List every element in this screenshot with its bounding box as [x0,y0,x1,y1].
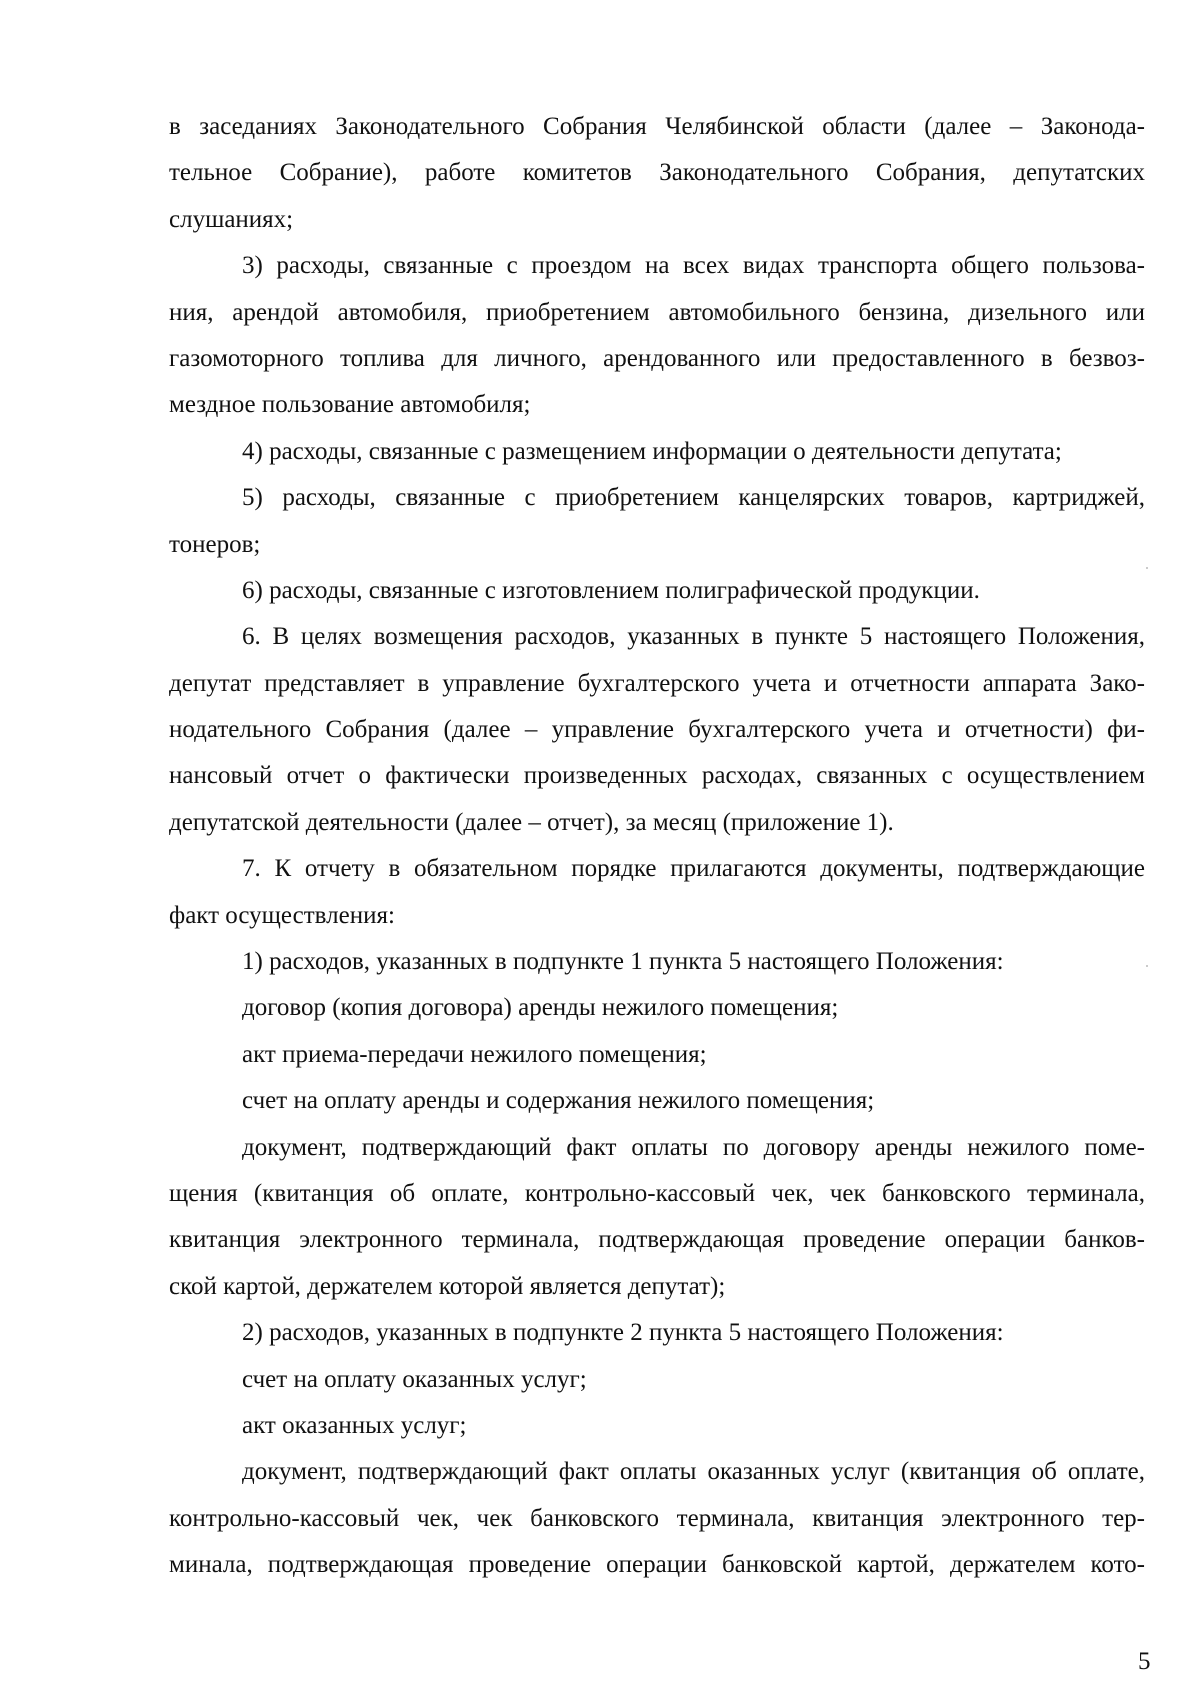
text-line: 3) расходы, связанные с проездом на всех видах транспорта общего пользова- [242,252,1145,280]
text-line: 4) расходы, связанные с размещением информации о деятельности депутата; [242,437,1062,465]
text-line: газомоторного топлива для личного, арендованного или предоставленного в безвоз- [169,344,1145,372]
text-line: 6. В целях возмещения расходов, указанных в пункте 5 настоящего Положения, [242,623,1145,651]
text-line: депутат представляет в управление бухгалтерского учета и отчетности аппарата Зако- [169,669,1145,697]
text-line: 1) расходов, указанных в подпункте 1 пункта 5 настоящего Положения: [242,948,1004,976]
document-body [169,104,1145,1589]
text-line: мездное пользование автомобиля; [169,391,531,419]
text-line: документ, подтверждающий факт оплаты оказанных услуг (квитанция об оплате, [242,1458,1145,1486]
text-line: 5) расходы, связанные с приобретением канцелярских товаров, картриджей, [242,484,1145,512]
text-line: акт оказанных услуг; [242,1411,467,1439]
text-line: слушаниях; [169,205,294,233]
text-line: нодательного Собрания (далее – управление бухгалтерского учета и отчетности) фи- [169,716,1145,744]
text-line: контрольно-кассовый чек, чек банковского терминала, квитанция электронного тер- [169,1504,1145,1532]
text-line: тонеров; [169,530,261,558]
scan-speck [1146,567,1148,569]
text-line: факт осуществления: [169,901,395,929]
text-line: документ, подтверждающий факт оплаты по договору аренды нежилого поме- [242,1133,1145,1161]
text-line: ния, арендой автомобиля, приобретением автомобильного бензина, дизельного или [169,298,1145,326]
text-line: квитанция электронного терминала, подтверждающая проведение операции банков- [169,1226,1145,1254]
text-line: 6) расходы, связанные с изготовлением полиграфической продукции. [242,576,980,604]
text-line: акт приема-передачи нежилого помещения; [242,1040,707,1068]
text-line: счет на оплату оказанных услуг; [242,1365,587,1393]
text-line: минала, подтверждающая проведение операции банковской картой, держателем кото- [169,1551,1145,1579]
scan-speck [1146,965,1148,967]
text-line: щения (квитанция об оплате, контрольно-кассовый чек, чек банковского терминала, [169,1179,1145,1207]
text-line: договор (копия договора) аренды нежилого помещения; [242,994,839,1022]
text-line: нансовый отчет о фактически произведенных расходах, связанных с осуществлением [169,762,1145,790]
text-line: в заседаниях Законодательного Собрания Челябинской области (далее – Законода- [169,113,1145,140]
page-number: 5 [1138,1648,1151,1675]
text-line: тельное Собрание), работе комитетов Законодательного Собрания, депутатских [169,159,1145,187]
text-line: 7. К отчету в обязательном порядке прилагаются документы, подтверждающие [242,855,1145,883]
text-line: депутатской деятельности (далее – отчет), за месяц (приложение 1). [169,808,894,836]
text-line: счет на оплату аренды и содержания нежилого помещения; [242,1087,875,1115]
text-line: ской картой, держателем которой является депутат); [169,1272,726,1300]
text-line: 2) расходов, указанных в подпункте 2 пункта 5 настоящего Положения: [242,1319,1004,1347]
